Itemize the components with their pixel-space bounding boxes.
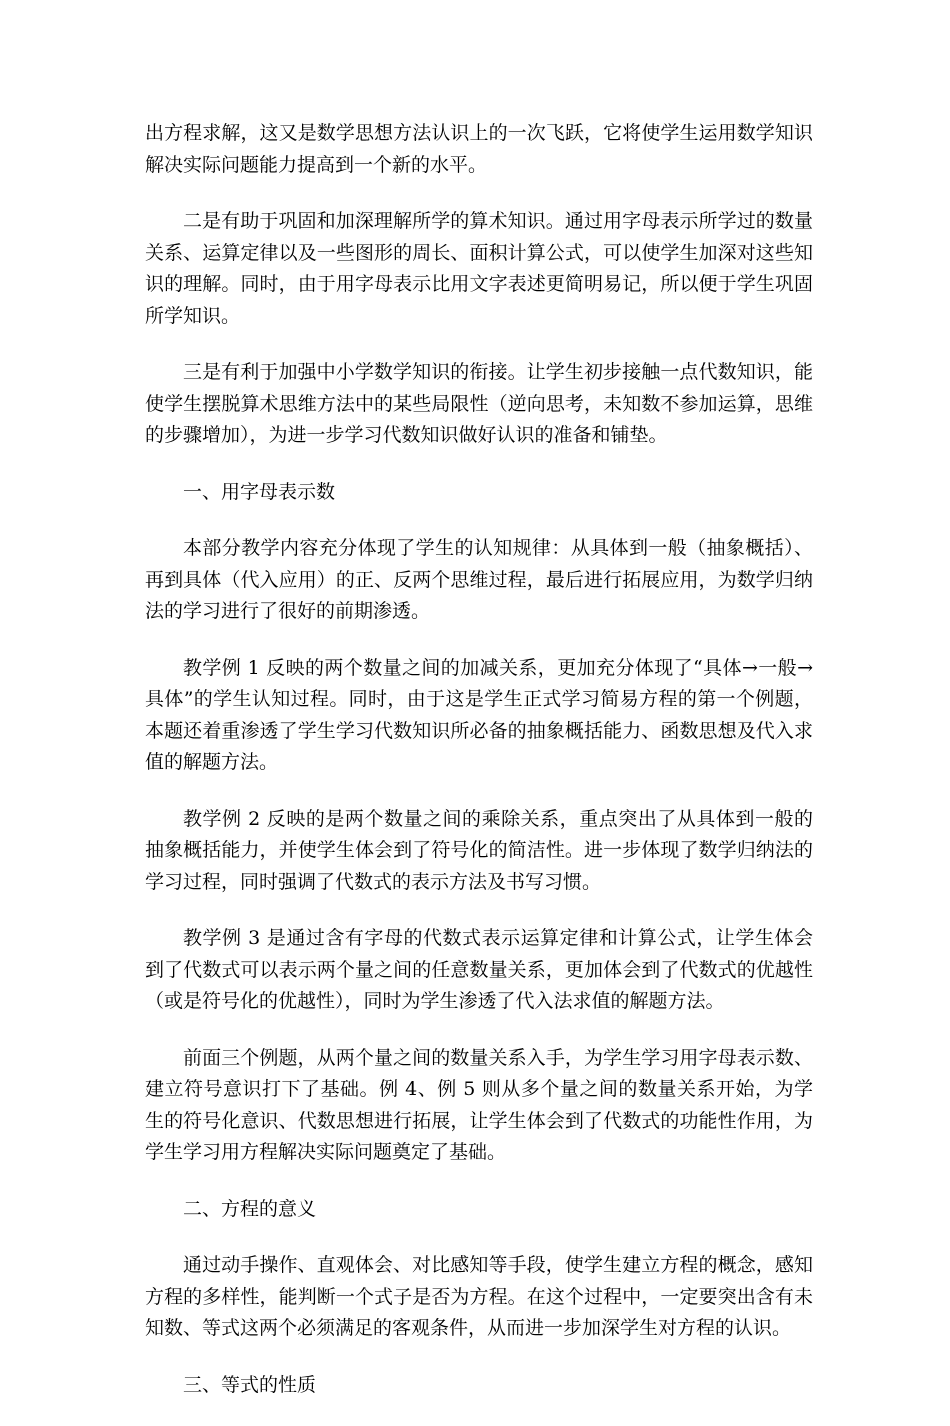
paragraph-continuation: 出方程求解，这又是数学思想方法认识上的一次飞跃，它将使学生运用数学知识解决实际问题能力提高到一个新的水平。: [145, 122, 813, 176]
paragraph-cognitive-law: 本部分教学内容充分体现了学生的认知规律：从具体到一般（抽象概括）、再到具体（代入应用）的正、反两个思维过程，最后进行拓展应用，为数学归纳法的学习进行了很好的前期渗透。: [145, 537, 813, 622]
paragraph-examples-summary: 前面三个例题，从两个量之间的数量关系入手，为学生学习用字母表示数、建立符号意识打下了基础。例 4、例 5 则从多个量之间的数量关系开始，为学生的符号化意识、代数思想进行拓展，让学生体会到了代数式的功能性作用，为学生学习用方程解决实际问题奠定了基础。: [145, 1046, 813, 1163]
document-body: [145, 118, 813, 1426]
paragraph-example-3: 教学例 3 是通过含有字母的代数式表示运算定律和计算公式，让学生体会到了代数式可以表示两个量之间的任意数量关系，更加体会到了代数式的优越性（或是符号化的优越性），同时为学生渗透了代入法求值的解题方法。: [145, 927, 813, 1012]
paragraph-equation-concept: 通过动手操作、直观体会、对比感知等手段，使学生建立方程的概念，感知方程的多样性，能判断一个式子是否为方程。在这个过程中，一定要突出含有未知数、等式这两个必须满足的客观条件，从而进一步加深学生对方程的认识。: [145, 1254, 813, 1339]
section-heading-properties-of-equality: 三、等式的性质: [183, 1373, 317, 1396]
section-heading-meaning-of-equation: 二、方程的意义: [183, 1197, 317, 1220]
paragraph-point-three: 三是有利于加强中小学数学知识的衔接。让学生初步接触一点代数知识，能使学生摆脱算术思维方法中的某些局限性（逆向思考，未知数不参加运算，思维的步骤增加），为进一步学习代数知识做好认识的准备和铺垫。: [145, 361, 813, 446]
paragraph-example-2: 教学例 2 反映的是两个数量之间的乘除关系，重点突出了从具体到一般的抽象概括能力，并使学生体会到了符号化的简洁性。进一步体现了数学归纳法的学习过程，同时强调了代数式的表示方法及书写习惯。: [145, 807, 813, 893]
paragraph-point-two: 二是有助于巩固和加深理解所学的算术知识。通过用字母表示所学过的数量关系、运算定律以及一些图形的周长、面积计算公式，可以使学生加深对这些知识的理解。同时，由于用字母表示比用文字表述更简明易记，所以便于学生巩固所学知识。: [145, 210, 813, 327]
paragraph-example-1: 教学例 1 反映的两个数量之间的加减关系，更加充分体现了“具体→一般→具体”的学生认知过程。同时，由于这是学生正式学习简易方程的第一个例题，本题还着重渗透了学生学习代数知识所必备的抽象概括能力、函数思想及代入求值的解题方法。: [145, 656, 813, 773]
section-heading-letters-as-numbers: 一、用字母表示数: [183, 480, 336, 503]
